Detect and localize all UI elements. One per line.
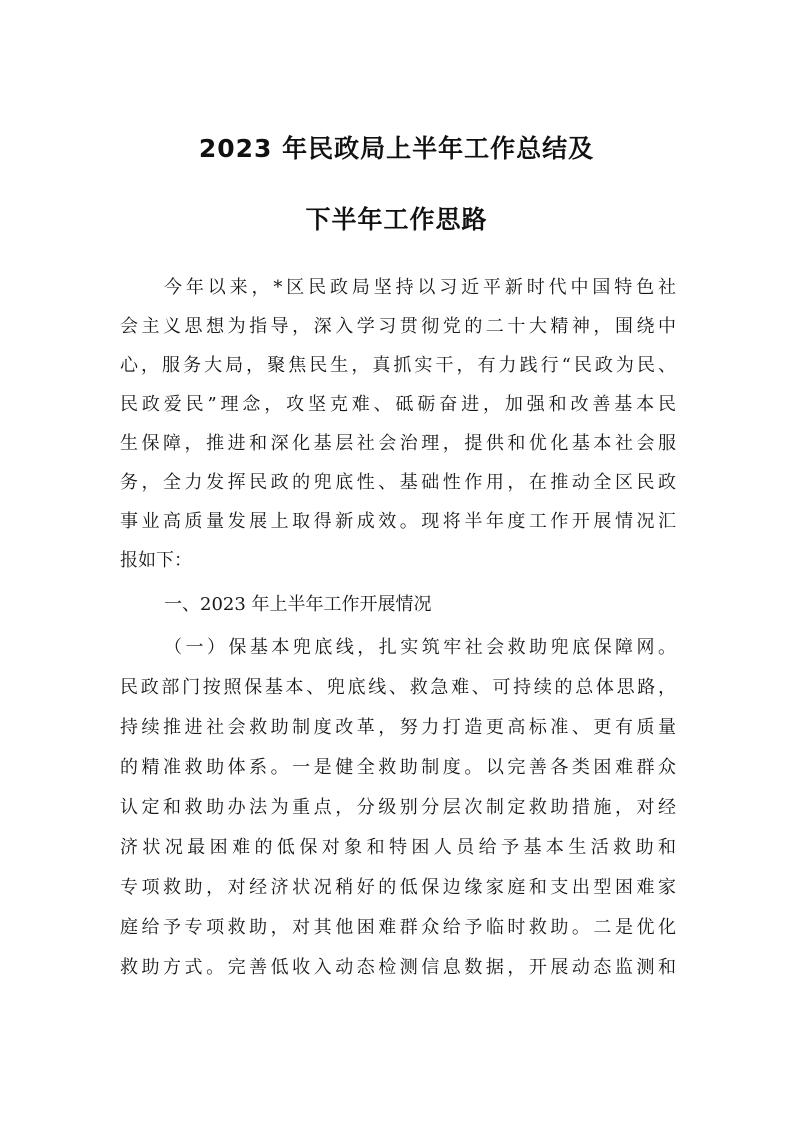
intro-paragraph-line: 事业高质量发展上取得新成效。现将半年度工作开展情况汇 — [120, 511, 676, 532]
intro-paragraph-line: 生保障，推进和深化基层社会治理，提供和优化基本社会服 — [120, 433, 676, 454]
subsection-paragraph-line: 庭给予专项救助，对其他困难群众给予临时救助。二是优化 — [120, 917, 676, 938]
subsection-paragraph-line: 民政部门按照保基本、兜底线、救急难、可持续的总体思路， — [120, 677, 676, 698]
subsection-paragraph-line: （一）保基本兜底线，扎实筑牢社会救助兜底保障网。 — [164, 637, 676, 658]
section-heading: 一、2023 年上半年工作开展情况 — [164, 594, 432, 615]
intro-paragraph-line: 务，全力发挥民政的兜底性、基础性作用，在推动全区民政 — [120, 472, 676, 493]
subsection-paragraph-line: 救助方式。完善低收入动态检测信息数据，开展动态监测和 — [120, 957, 676, 978]
subsection-paragraph-line: 持续推进社会救助制度改革，努力打造更高标准、更有质量 — [120, 717, 676, 738]
intro-paragraph-line: 心，服务大局，聚焦民生，真抓实干，有力践行“民政为民、 — [120, 355, 676, 376]
subsection-paragraph-line: 的精准救助体系。一是健全救助制度。以完善各类困难群众 — [120, 757, 676, 778]
subsection-paragraph-line: 济状况最困难的低保对象和特困人员给予基本生活救助和 — [120, 837, 676, 858]
intro-paragraph-line: 今年以来，*区民政局坚持以习近平新时代中国特色社 — [164, 277, 676, 298]
intro-paragraph-line: 民政爱民”理念，攻坚克难、砥砺奋进，加强和改善基本民 — [120, 394, 676, 415]
subsection-paragraph-line: 专项救助，对经济状况稍好的低保边缘家庭和支出型困难家 — [120, 877, 676, 898]
document-title-line-2: 下半年工作思路 — [305, 205, 488, 234]
subsection-paragraph-line: 认定和救助办法为重点，分级别分层次制定救助措施，对经 — [120, 797, 676, 818]
intro-paragraph-line: 会主义思想为指导，深入学习贯彻党的二十大精神，围绕中 — [120, 316, 676, 337]
intro-paragraph-line: 报如下： — [120, 550, 192, 571]
document-title-line-1: 2023 年民政局上半年工作总结及 — [198, 134, 595, 163]
